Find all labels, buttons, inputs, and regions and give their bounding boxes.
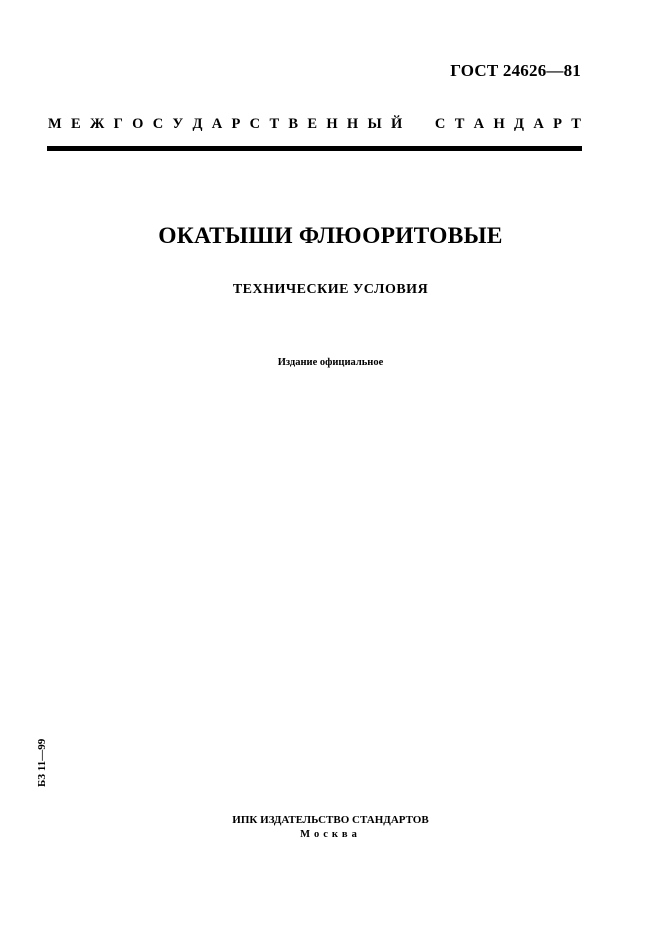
- standard-type-letter: Т: [571, 116, 581, 132]
- publisher: ИПК ИЗДАТЕЛЬСТВО СТАНДАРТОВ: [232, 814, 429, 826]
- standard-type-letter: Т: [269, 116, 280, 132]
- standard-type-letter: М: [48, 116, 62, 132]
- standard-type-letter: В: [288, 116, 299, 132]
- publisher-city: Москва: [300, 829, 361, 840]
- standard-type-letter: Н: [346, 116, 359, 132]
- standard-type-letter: Е: [307, 116, 318, 132]
- standard-type-letter: Й: [391, 116, 403, 132]
- standard-type-letter: С: [434, 116, 446, 132]
- header-rule: [47, 146, 582, 151]
- standard-type-letter: Т: [454, 116, 465, 132]
- standard-type-letter: А: [473, 116, 485, 132]
- standard-type-letter: С: [152, 116, 164, 132]
- standard-type-heading: [48, 116, 581, 133]
- standard-type-letter: Ы: [367, 116, 382, 132]
- document-title: ОКАТЫШИ ФЛЮОРИТОВЫЕ: [158, 223, 503, 249]
- document-subtitle: ТЕХНИЧЕСКИЕ УСЛОВИЯ: [232, 282, 429, 297]
- standard-type-letter: Г: [113, 116, 123, 132]
- edition-note: Издание официальное: [277, 357, 384, 368]
- standard-type-letter: [412, 116, 426, 133]
- standard-type-letter: Н: [493, 116, 505, 132]
- standard-type-letter: Р: [553, 116, 562, 132]
- standard-type-letter: Д: [514, 116, 525, 132]
- gost-number: ГОСТ 24626—81: [450, 61, 581, 80]
- standard-type-letter: У: [172, 116, 184, 132]
- standard-type-letter: Ж: [89, 116, 105, 132]
- standard-type-letter: Д: [192, 116, 203, 132]
- standard-type-letter: Р: [231, 116, 241, 132]
- standard-type-letter: Н: [326, 116, 338, 132]
- standard-type-letter: А: [211, 116, 223, 132]
- side-code: БЗ 11—99: [36, 738, 48, 787]
- standard-type-letter: А: [533, 116, 544, 132]
- standard-type-letter: Е: [70, 116, 81, 132]
- standard-type-letter: С: [249, 116, 261, 132]
- standard-type-letter: О: [132, 116, 144, 132]
